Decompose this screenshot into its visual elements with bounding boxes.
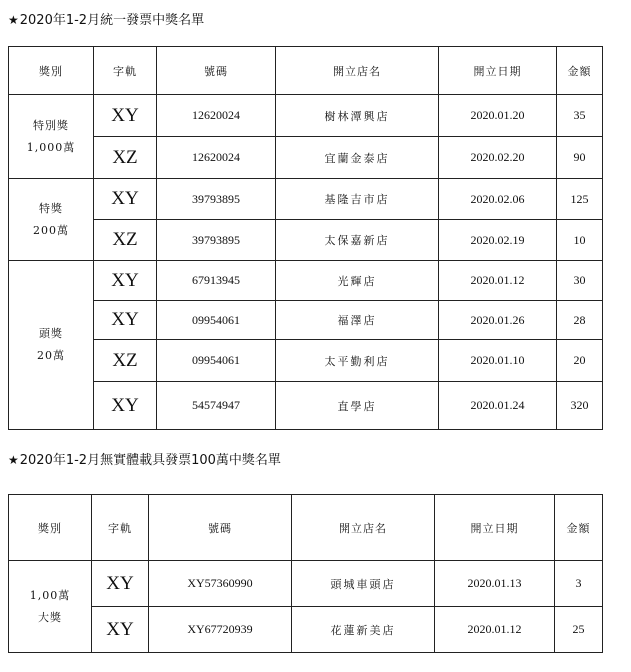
table-header-row [9, 495, 603, 561]
store-cell: 福澤店 [276, 301, 439, 340]
table-row [9, 301, 603, 340]
prize-category-cell: 特別獎 1,000萬 [9, 95, 94, 179]
header-amount: 金額 [555, 495, 603, 561]
winners-table-cloud-invoice [8, 494, 603, 653]
date-cell: 2020.02.20 [439, 137, 557, 179]
track-cell: XZ [94, 137, 157, 179]
amount-cell: 90 [557, 137, 603, 179]
date-cell: 2020.01.24 [439, 382, 557, 430]
number-cell: 09954061 [157, 301, 276, 340]
header-number: 號碼 [149, 495, 292, 561]
table-row [9, 382, 603, 430]
store-cell: 頭城車頭店 [292, 561, 435, 607]
date-cell: 2020.02.19 [439, 220, 557, 261]
winners-table-unified-invoice [8, 46, 603, 430]
star-icon: ★ [8, 453, 19, 467]
store-cell: 直學店 [276, 382, 439, 430]
prize-category-cell: 特獎 200萬 [9, 179, 94, 261]
track-cell: XY [94, 261, 157, 301]
number-cell: 54574947 [157, 382, 276, 430]
table-row [9, 261, 603, 301]
date-cell: 2020.01.20 [439, 95, 557, 137]
amount-cell: 20 [557, 340, 603, 382]
amount-cell: 125 [557, 179, 603, 220]
store-cell: 宜蘭金泰店 [276, 137, 439, 179]
table-row [9, 340, 603, 382]
table-row [9, 220, 603, 261]
store-cell: 光輝店 [276, 261, 439, 301]
track-cell: XZ [94, 220, 157, 261]
number-cell: XY67720939 [149, 607, 292, 653]
header-date: 開立日期 [435, 495, 555, 561]
track-cell: XY [94, 301, 157, 340]
date-cell: 2020.01.13 [435, 561, 555, 607]
store-cell: 花蓮新美店 [292, 607, 435, 653]
store-cell: 太保嘉新店 [276, 220, 439, 261]
prize-category-cell: 1,00萬 大獎 [9, 561, 92, 653]
amount-cell: 3 [555, 561, 603, 607]
amount-cell: 28 [557, 301, 603, 340]
number-cell: 39793895 [157, 179, 276, 220]
star-icon: ★ [8, 13, 19, 27]
date-cell: 2020.01.26 [439, 301, 557, 340]
header-store: 開立店名 [276, 47, 439, 95]
store-cell: 太平勤利店 [276, 340, 439, 382]
amount-cell: 10 [557, 220, 603, 261]
track-cell: XY [94, 95, 157, 137]
table-row [9, 561, 603, 607]
section1-title: ★2020年1-2月統一發票中獎名單 [8, 13, 205, 28]
header-number: 號碼 [157, 47, 276, 95]
number-cell: 09954061 [157, 340, 276, 382]
date-cell: 2020.01.12 [439, 261, 557, 301]
store-cell: 基隆吉市店 [276, 179, 439, 220]
track-cell: XY [94, 179, 157, 220]
track-cell: XY [94, 382, 157, 430]
header-prize-type: 獎別 [9, 47, 94, 95]
number-cell: 12620024 [157, 137, 276, 179]
section2-title: ★2020年1-2月無實體載具發票100萬中獎名單 [8, 453, 281, 468]
amount-cell: 320 [557, 382, 603, 430]
header-prize-type: 獎別 [9, 495, 92, 561]
amount-cell: 35 [557, 95, 603, 137]
number-cell: 12620024 [157, 95, 276, 137]
header-track: 字軌 [92, 495, 149, 561]
table-header-row [9, 47, 603, 95]
store-cell: 樹林潭興店 [276, 95, 439, 137]
table-row [9, 137, 603, 179]
number-cell: 67913945 [157, 261, 276, 301]
table-row [9, 607, 603, 653]
prize-category-cell: 頭獎 20萬 [9, 261, 94, 430]
number-cell: XY57360990 [149, 561, 292, 607]
date-cell: 2020.01.12 [435, 607, 555, 653]
date-cell: 2020.02.06 [439, 179, 557, 220]
track-cell: XY [92, 607, 149, 653]
track-cell: XZ [94, 340, 157, 382]
table-row [9, 95, 603, 137]
header-amount: 金額 [557, 47, 603, 95]
header-track: 字軌 [94, 47, 157, 95]
header-store: 開立店名 [292, 495, 435, 561]
table-row [9, 179, 603, 220]
date-cell: 2020.01.10 [439, 340, 557, 382]
amount-cell: 25 [555, 607, 603, 653]
amount-cell: 30 [557, 261, 603, 301]
header-date: 開立日期 [439, 47, 557, 95]
track-cell: XY [92, 561, 149, 607]
number-cell: 39793895 [157, 220, 276, 261]
